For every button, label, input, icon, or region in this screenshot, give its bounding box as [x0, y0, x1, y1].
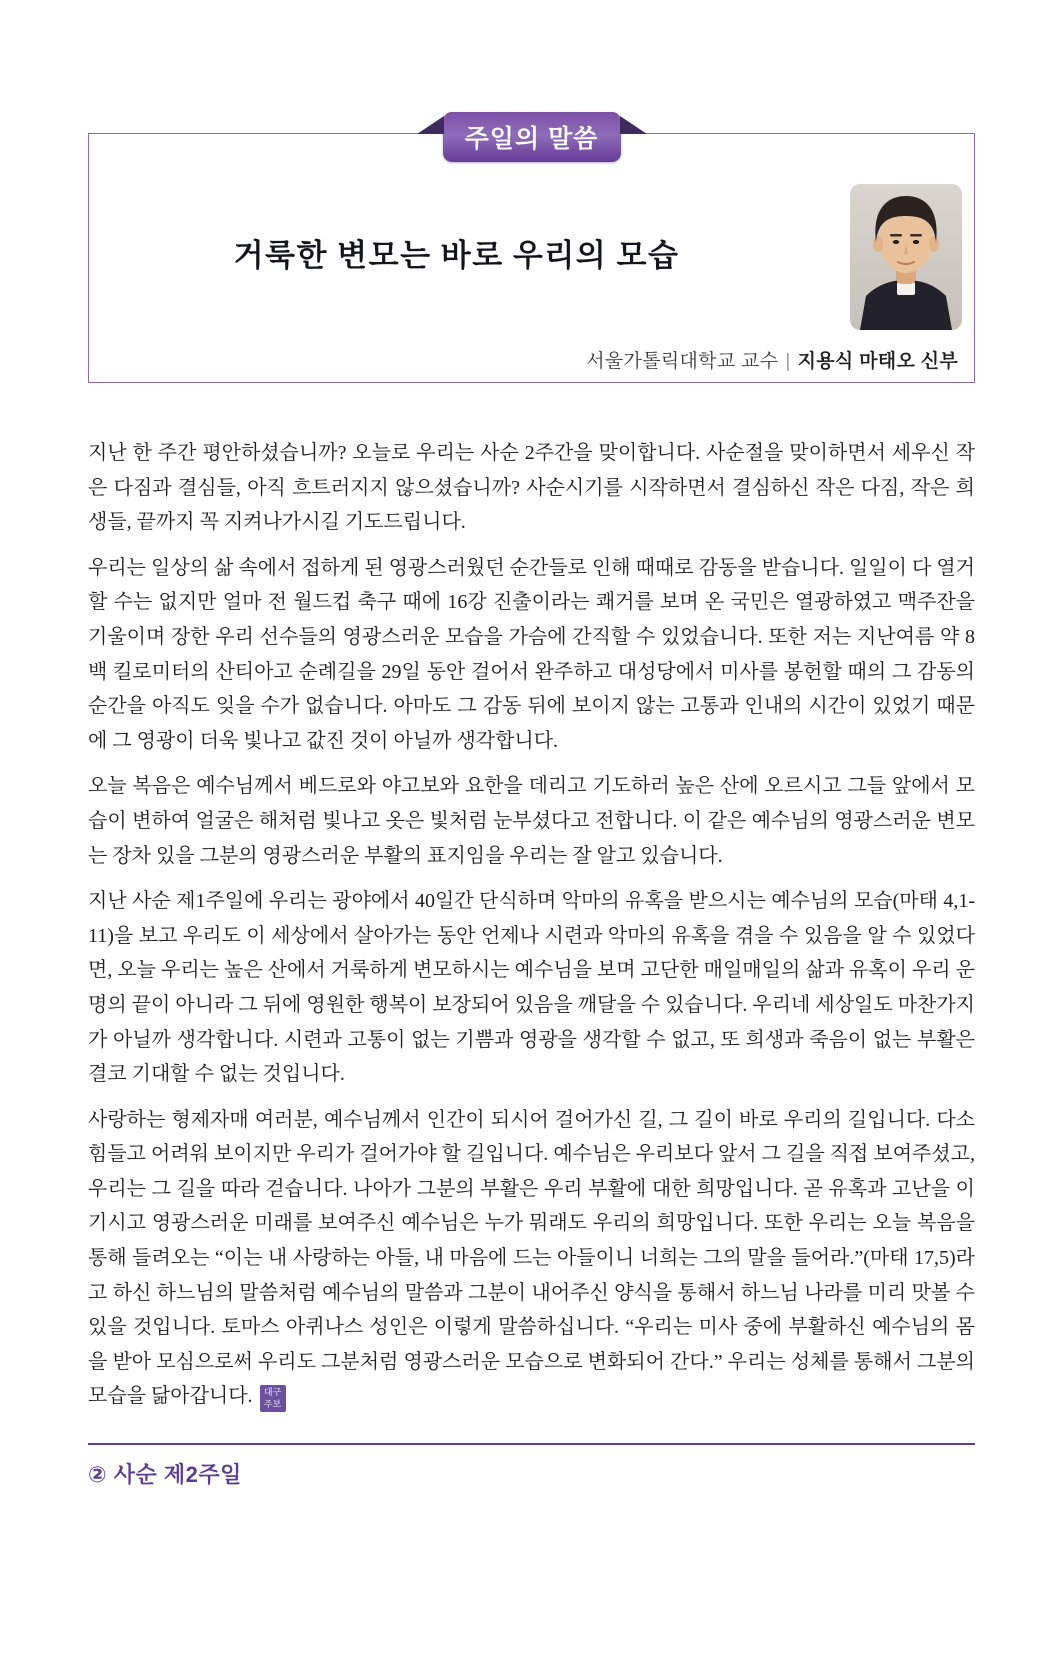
author-affiliation: 서울가톨릭대학교 교수: [586, 351, 779, 372]
article-body: [88, 436, 975, 1414]
ribbon-fold-right-icon: [620, 116, 647, 134]
end-mark-line2: 주보: [263, 1399, 282, 1410]
bulletin-end-mark: [260, 1385, 286, 1412]
author-line: [586, 346, 958, 373]
page-title: 거룩한 변모는 바로 우리의 모습: [233, 238, 680, 273]
sunday-word-ribbon: [443, 112, 621, 162]
article-paragraph: 지난 한 주간 평안하셨습니까? 오늘로 우리는 사순 2주간을 맞이합니다. 사순절을 맞이하면서 세우신 작은 다짐과 결심들, 아직 흐트러지지 않으셨습니까? 사순시기를 시작하면서 결심하신 작은 다짐, 작은 희생들, 끝까지 꼭 지켜나가시길 기도드립니다.: [88, 442, 975, 534]
page-footer: [88, 1443, 975, 1489]
author-separator: |: [785, 351, 791, 372]
ribbon-label: 주일의 말씀: [464, 125, 599, 153]
article-paragraph: 오늘 복음은 예수님께서 베드로와 야고보와 요한을 데리고 기도하러 높은 산에 오르시고 그들 앞에서 모습이 변하여 얼굴은 해처럼 빛나고 옷은 빛처럼 눈부셨다고 전합니다. 이 같은 예수님의 영광스러운 변모는 장차 있을 그분의 영광스러운 부활의 표지임을 우리는 잘 알고 있습니다.: [88, 775, 975, 867]
article-paragraph-text: 사랑하는 형제자매 여러분, 예수님께서 인간이 되시어 걸어가신 길, 그 길이 바로 우리의 길입니다. 다소 힘들고 어려워 보이지만 우리가 걸어가야 할 길입니다. 예수님은 우리보다 앞서 그 길을 직접 보여주셨고, 우리는 그 길을 따라 걷습니다. 나아가 그분의 부활은 우리 부활에 대한 희망입니다. 곧 유혹과 고난을 이기시고 영광스러운 미래를 보여주신 예수님은 누가 뭐래도 우리의 희망입니다. 또한 우리는 오늘 복음을 통해 들려오는 “이는 내 사랑하는 아들, 내 마음에 드는 아들이니 너희는 그의 말을 들어라.”(마태 17,5)라고 하신 하느님의 말씀처럼 예수님의 말씀과 그분이 내어주신 양식을 통해서 하느님 나라를 미리 맛볼 수 있을 것입니다. 토마스 아퀴나스 성인은 이렇게 말씀하십니다. “우리는 미사 중에 부활하신 예수님의 몸을 받아 모심으로써 우리도 그분처럼 영광스러운 모습으로 변화되어 간다.” 우리는 성체를 통해서 그분의 모습을 닮아갑니다.: [88, 1108, 975, 1408]
article-paragraph: 지난 사순 제1주일에 우리는 광야에서 40일간 단식하며 악마의 유혹을 받으시는 예수님의 모습(마태 4,1-11)을 보고 우리도 이 세상에서 살아가는 동안 언제나 시련과 악마의 유혹을 겪을 수 있음을 알 수 있었다면, 오늘 우리는 높은 산에서 거룩하게 변모하시는 예수님을 보며 고단한 매일매일의 삶과 유혹이 우리 운명의 끝이 아니라 그 뒤에 영원한 행복이 보장되어 있음을 깨달을 수 있습니다. 우리네 세상일도 마찬가지가 아닐까 생각합니다. 시련과 고통이 없는 기쁨과 영광을 생각할 수 없고, 또 희생과 죽음이 없는 부활은 결코 기대할 수 없는 것입니다.: [88, 890, 975, 1086]
article-paragraph: 우리는 일상의 삶 속에서 접하게 된 영광스러웠던 순간들로 인해 때때로 감동을 받습니다. 일일이 다 열거할 수는 없지만 얼마 전 월드컵 축구 때에 16강 진출이라는 쾌거를 보며 온 국민은 열광하였고 맥주잔을 기울이며 장한 우리 선수들의 영광스러운 모습을 가슴에 간직할 수 있었습니다. 또한 저는 지난여름 약 8백 킬로미터의 산티아고 순례길을 29일 동안 걸어서 완주하고 대성당에서 미사를 봉헌할 때의 그 감동의 순간을 아직도 잊을 수가 없습니다. 아마도 그 감동 뒤에 보이지 않는 고통과 인내의 시간이 있었기 때문에 그 영광이 더욱 빛나고 값진 것이 아닐까 생각합니다.: [88, 556, 975, 752]
author-name: 지용식 마태오 신부: [797, 351, 958, 372]
priest-photo: [850, 184, 962, 330]
end-mark-line1: 대구: [263, 1387, 282, 1398]
priest-portrait-image: [850, 184, 962, 330]
ribbon-fold-left-icon: [417, 116, 444, 134]
page-footer-label: ② 사순 제2주일: [88, 1462, 242, 1488]
article-paragraph: [88, 1103, 975, 1414]
bulletin-page: [0, 125, 1063, 1489]
article-header-box: [88, 125, 975, 383]
